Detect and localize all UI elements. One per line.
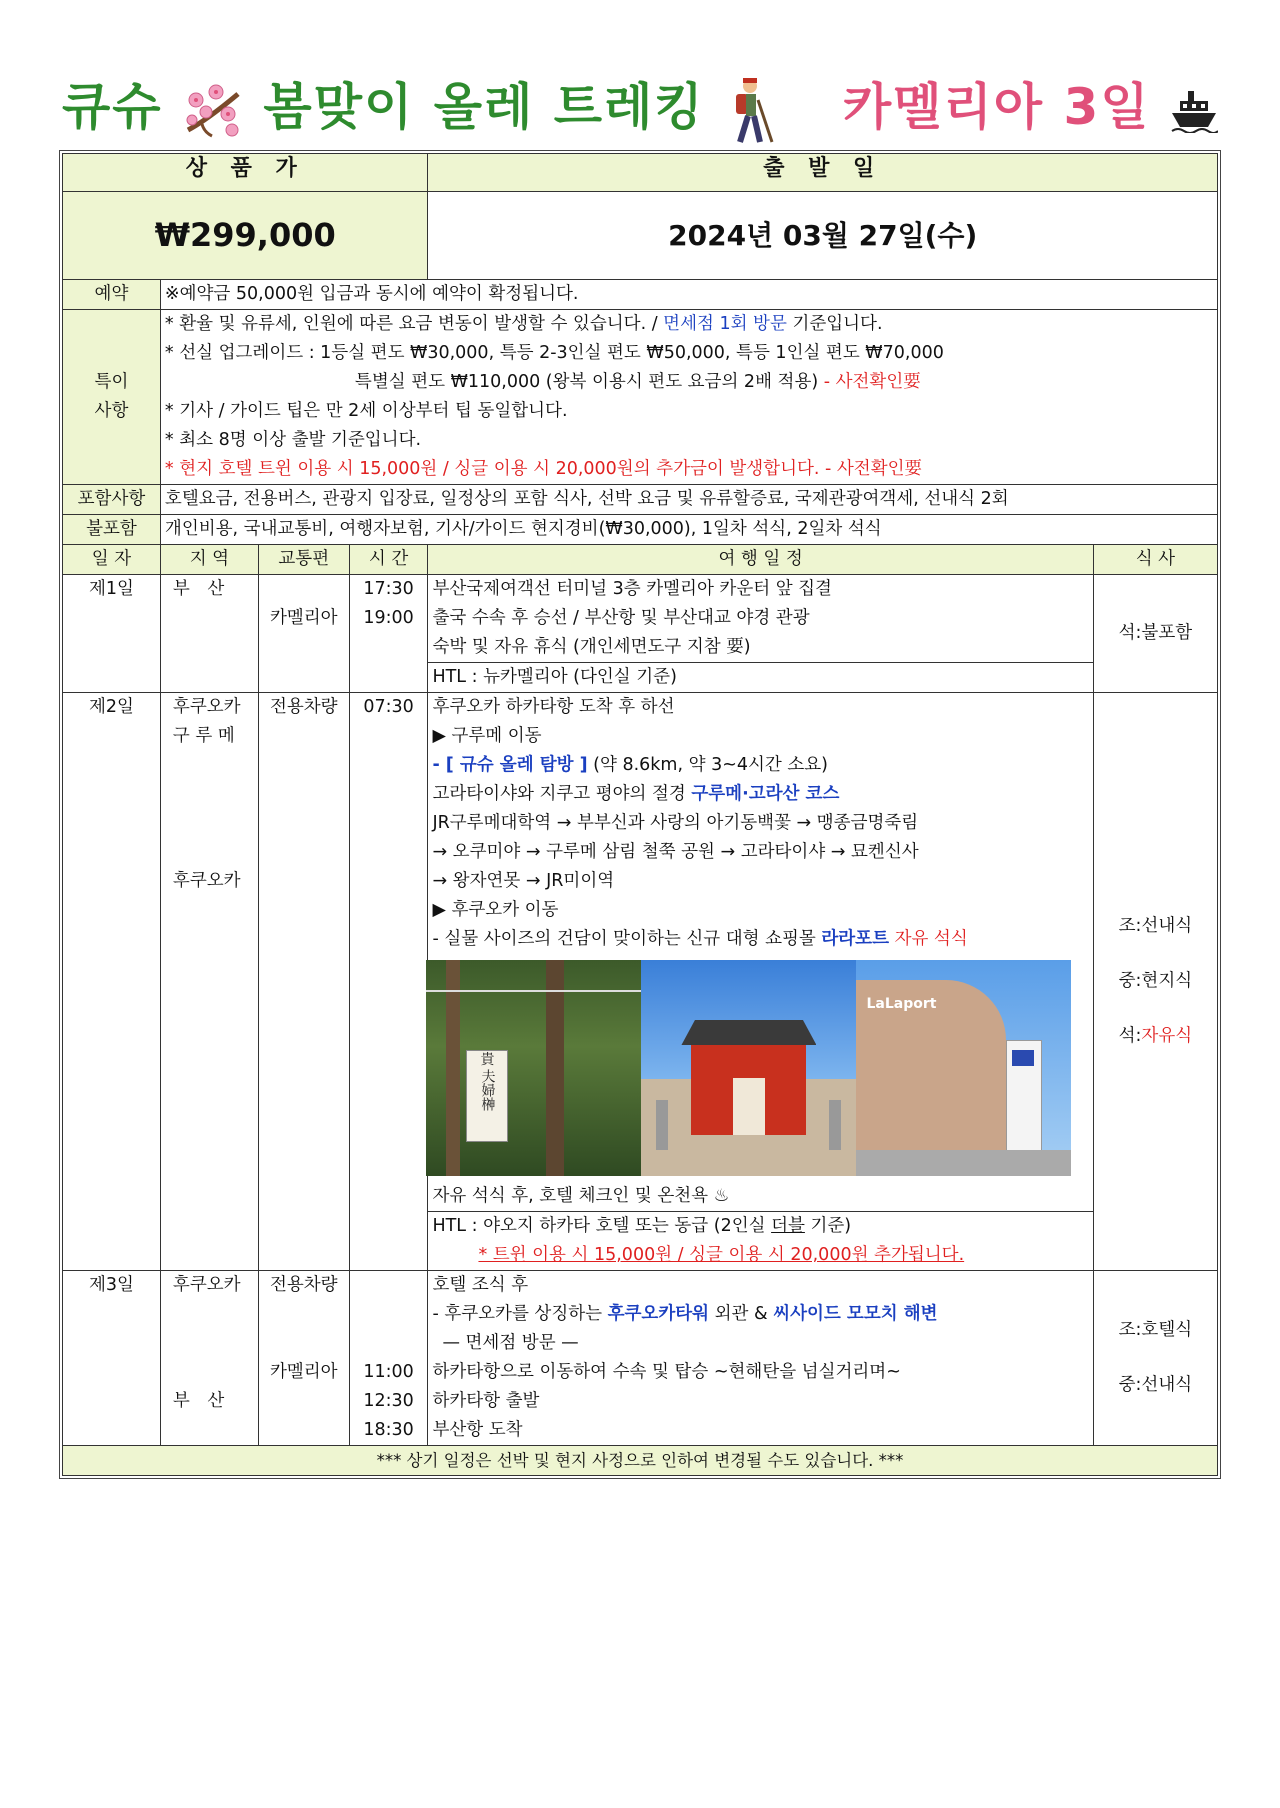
ship-icon — [1170, 89, 1218, 133]
day3-schedule: 호텔 조식 후 - 후쿠오카를 상징하는 후쿠오카타워 외관 & 씨사이드 모모치 해변 — 면세점 방문 — 하카타항으로 이동하여 수속 및 탑승 ~현해탄을 넘실거리며~ 하카타항 출발 부산항 도착 — [428, 1271, 1093, 1446]
day3-times: 11:00 12:30 18:30 — [349, 1271, 428, 1446]
special-note-1: * 환율 및 유류세, 인원에 따른 요금 변동이 발생할 수 있습니다. / 면세점 1회 방문 기준입니다. — [164, 314, 883, 334]
day2-photos — [426, 960, 1088, 1176]
special-label-line1: 특이 — [94, 372, 129, 392]
col-region: 지 역 — [160, 545, 258, 575]
excluded-text: 개인비용, 국내교통비, 여행자보험, 기사/가이드 현지경비(₩30,000), 1일차 석식, 2일차 석식 — [160, 515, 1217, 545]
hiker-icon — [724, 76, 782, 146]
day2-schedule: 후쿠오카 하카타항 도착 후 하선 ▶ 구루메 이동 - [ 규슈 올레 탐방 ] (약 8.6km, 약 3~4시간 소요) 고라타이샤와 지쿠고 평야의 절경 구루메·고라산 코스 JR구루메대학역 → 부부신과 사랑의 아기동백꽃 → 맹종금명죽림 → 오쿠미야 → 구루메 삼림 철쭉 공원 → 고라타이샤 → 묘켄신사 → 왕자연못 → JR미이역 ▶ 후쿠오카 이동 - 실물 사이즈의 건담이 맞이하는 신규 대형 쇼핑몰 라라포트 자유 석식 貴 夫婦榊 LaLaport 자유 석식 후, 호텔 체크인 및 온천욕 ♨ HTL : 야오지 하카타 호텔 또는 동급 (2인실 더블 기준) * 트윈 이용 시 15,000원 / 싱글 이용 시 20,000원 추가됩니다. — [428, 693, 1093, 1271]
reservation-label: 예약 — [63, 280, 161, 310]
day1-item: 숙박 및 자유 휴식 (개인세면도구 지참 要) — [432, 637, 751, 657]
col-day: 일 자 — [63, 545, 161, 575]
day3-row — [63, 1271, 1218, 1446]
day1-item: 출국 수속 후 승선 / 부산항 및 부산대교 야경 관광 — [432, 608, 810, 628]
title-main: 봄맞이 올레 트레킹 — [263, 78, 705, 136]
day1-label: 제1일 — [63, 575, 161, 693]
price-label: 상 품 가 — [63, 154, 428, 192]
footer-note: *** 상기 일정은 선박 및 현지 사정으로 인하여 변경될 수도 있습니다. *** — [63, 1446, 1218, 1476]
lalaport-gundam-photo: LaLaport — [856, 960, 1071, 1176]
special-label-line2: 사항 — [94, 401, 129, 421]
day1-schedule — [428, 575, 1093, 693]
col-time: 시 간 — [349, 545, 428, 575]
day2-label: 제2일 — [63, 693, 161, 1271]
special-note-2: * 선실 업그레이드 : 1등실 편도 ₩30,000, 특등 2-3인실 편도 ₩50,000, 특등 1인실 편도 ₩70,000 — [164, 343, 944, 363]
date-label: 출 발 일 — [428, 154, 1218, 192]
day2-row — [63, 693, 1218, 1271]
day1-row — [63, 575, 1218, 693]
day1-region: 부 산 — [160, 575, 258, 693]
col-schedule: 여 행 일 정 — [428, 545, 1093, 575]
day2-times: 07:30 — [349, 693, 428, 1271]
day3-transport: 전용차량 카멜리아 — [258, 1271, 349, 1446]
day1-transport: 카멜리아 — [258, 575, 349, 693]
page-title — [0, 62, 1280, 152]
title-region: 큐슈 — [61, 78, 163, 136]
day2-region: 후쿠오카 구 루 메 후쿠오카 — [160, 693, 258, 1271]
day1-item: 부산국제여객선 터미널 3층 카멜리아 카운터 앞 집결 — [432, 579, 832, 599]
day1-hotel: HTL : 뉴카멜리아 (다인실 기준) — [428, 662, 1092, 692]
included-text: 호텔요금, 전용버스, 관광지 입장료, 일정상의 포함 식사, 선박 요금 및 유류할증료, 국제관광여객세, 선내식 2회 — [160, 485, 1217, 515]
day3-meals: 조:호텔식 중:선내식 — [1093, 1271, 1217, 1446]
special-note-5: * 최소 8명 이상 출발 기준입니다. — [164, 430, 422, 450]
special-note-3: 특별실 편도 ₩110,000 (왕복 이용시 편도 요금의 2배 적용) - 사전확인要 — [354, 372, 921, 392]
price-value: ₩299,000 — [63, 192, 428, 280]
tour-table — [62, 153, 1218, 1476]
day3-region: 후쿠오카 부 산 — [160, 1271, 258, 1446]
special-note-4: * 기사 / 가이드 팁은 만 2세 이상부터 팁 동일합니다. — [164, 401, 568, 421]
day2-meals: 조:선내식 중:현지식 석:자유식 — [1093, 693, 1217, 1271]
col-transport: 교통편 — [258, 545, 349, 575]
forest-shrine-photo: 貴 夫婦榊 — [426, 960, 641, 1176]
special-notes-label — [63, 310, 161, 485]
day1-times: 17:30 19:00 — [349, 575, 428, 693]
kora-taisha-photo — [641, 960, 856, 1176]
excluded-label: 불포함 — [63, 515, 161, 545]
day2-hotel: HTL : 야오지 하카타 호텔 또는 동급 (2인실 더블 기준) — [428, 1211, 1092, 1241]
day3-label: 제3일 — [63, 1271, 161, 1446]
departure-date: 2024년 03월 27일(수) — [428, 192, 1218, 280]
day2-hotel-note: * 트윈 이용 시 15,000원 / 싱글 이용 시 20,000원 추가됩니다. — [478, 1245, 965, 1265]
special-notes — [160, 310, 1217, 485]
day2-transport: 전용차량 — [258, 693, 349, 1271]
included-label: 포함사항 — [63, 485, 161, 515]
reservation-text: ※예약금 50,000원 입금과 동시에 예약이 확정됩니다. — [160, 280, 1217, 310]
col-meal: 식 사 — [1093, 545, 1217, 575]
cherry-blossom-icon — [182, 80, 244, 142]
title-ship: 카멜리아 3일 — [842, 78, 1151, 136]
special-note-6: * 현지 호텔 트윈 이용 시 15,000원 / 싱글 이용 시 20,000원의 추가금이 발생합니다. - 사전확인要 — [164, 459, 922, 479]
day1-meal: 석:불포함 — [1093, 575, 1217, 693]
